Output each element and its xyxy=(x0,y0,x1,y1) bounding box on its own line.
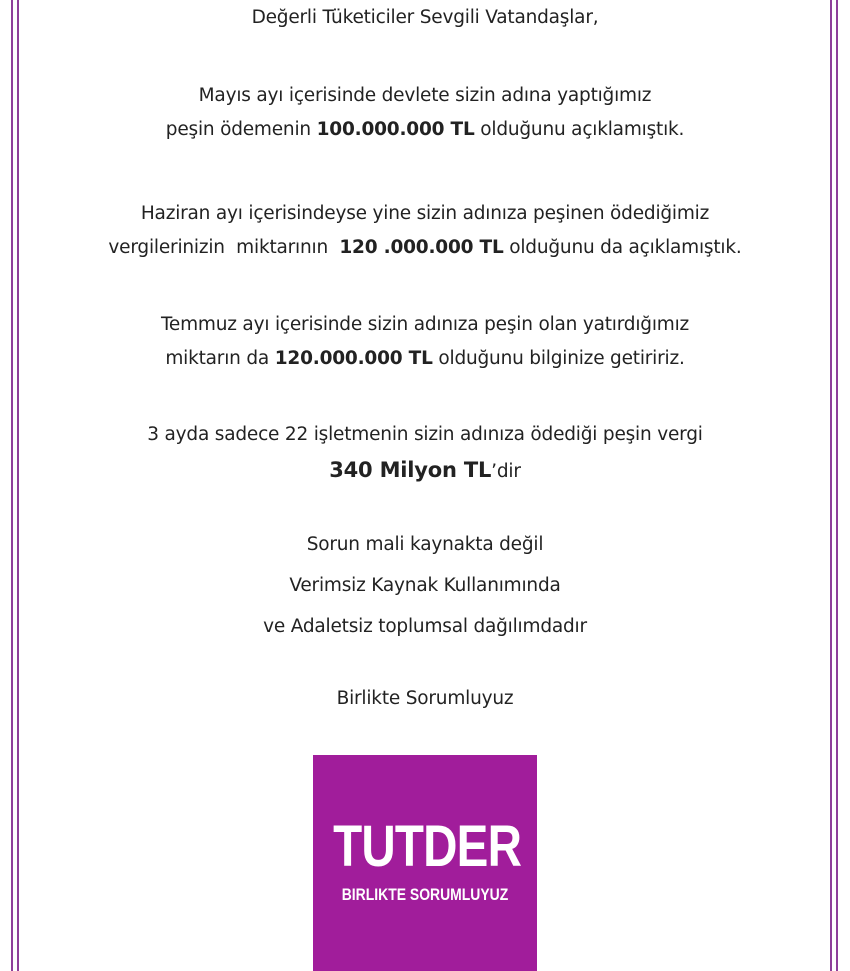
right-border-outer xyxy=(836,0,838,971)
paragraph-july xyxy=(30,308,820,376)
may-amount: 100.000.000 TL xyxy=(316,119,475,140)
paragraph-may-text-pre: peşin ödemenin xyxy=(165,119,317,140)
paragraph-problem-line2: Verimsiz Kaynak Kullanımında xyxy=(289,575,561,596)
closing-text: Birlikte Sorumluyuz xyxy=(336,688,514,709)
paragraph-july-text-pre: miktarın da xyxy=(165,348,275,369)
paragraph-problem-line3: ve Adaletsiz toplumsal dağılımdadır xyxy=(263,616,587,637)
total-amount-line xyxy=(30,452,820,490)
paragraph-july-line1: Temmuz ayı içerisinde sizin adınıza peşin olan yatırdığımız xyxy=(160,314,690,335)
paragraph-may-text-post: olduğunu açıklamıştık. xyxy=(474,119,685,140)
paragraph-july-line2 xyxy=(30,342,820,376)
left-border-outer xyxy=(11,0,13,971)
paragraph-problem xyxy=(30,524,820,647)
paragraph-total xyxy=(30,418,820,490)
right-border-inner xyxy=(830,0,832,971)
paragraph-total-line1: 3 ayda sadece 22 işletmenin sizin adınıza ödediği peşin vergi xyxy=(147,424,703,445)
july-amount: 120.000.000 TL xyxy=(274,348,433,369)
paragraph-june xyxy=(30,197,820,265)
june-amount: 120 .000.000 TL xyxy=(339,237,504,258)
paragraph-july-text-post: olduğunu bilginize getiririz. xyxy=(432,348,685,369)
total-amount-suffix: ’dir xyxy=(491,461,521,482)
logo-title: TUTDER xyxy=(333,814,522,879)
total-amount: 340 Milyon TL xyxy=(329,458,492,482)
paragraph-june-text-pre: vergilerinizin miktarının xyxy=(108,237,340,258)
paragraph-june-line2 xyxy=(30,231,820,265)
logo-tagline: BIRLIKTE SORUMLUYUZ xyxy=(341,885,509,904)
paragraph-may-line2 xyxy=(30,113,820,147)
paragraph-june-text-post: olduğunu da açıklamıştık. xyxy=(503,237,742,258)
paragraph-june-line1: Haziran ayı içerisindeyse yine sizin adınıza peşinen ödediğimiz xyxy=(140,203,710,224)
paragraph-problem-line1: Sorun mali kaynakta değil xyxy=(306,534,544,555)
paragraph-may-line1: Mayıs ayı içerisinde devlete sizin adına yaptığımız xyxy=(198,85,652,106)
closing xyxy=(30,682,820,716)
greeting-text: Değerli Tüketiciler Sevgili Vatandaşlar, xyxy=(251,7,599,28)
paragraph-may xyxy=(30,79,820,147)
left-border-inner xyxy=(17,0,19,971)
tutder-logo xyxy=(313,755,537,971)
greeting xyxy=(30,1,820,35)
